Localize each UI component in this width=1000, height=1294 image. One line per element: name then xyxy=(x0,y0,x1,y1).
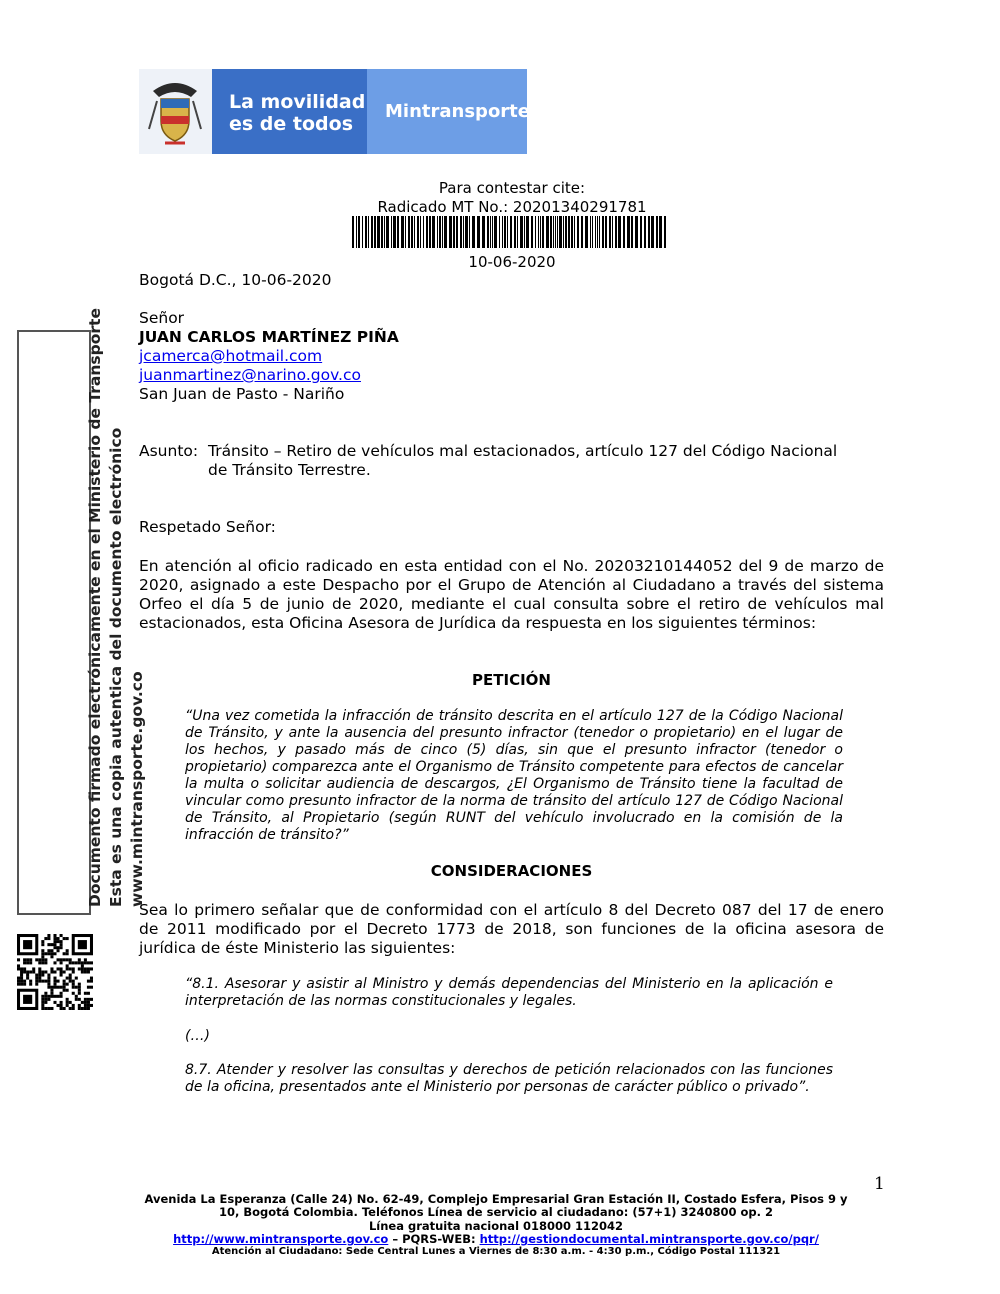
intro-paragraph: En atención al oficio radicado en esta entidad con el No. 20203210144052 del 9 de marzo de 2020, asignado a este Despacho por el Grupo de Atención al Ciudadano a través del sistema Orfeo el día 5 de junio de 2020, mediante el cual consulta sobre el retiro de vehículos mal estacionados, esta Oficina Asesora de Jurídica da respuesta en los siguientes términos: xyxy=(139,557,884,632)
barcode-icon xyxy=(352,216,668,248)
stamp-line1: Documento firmado electrónicamente en el Ministerio de Transporte xyxy=(86,308,104,907)
subject-line1: Tránsito – Retiro de vehículos mal estacionados, artículo 127 del Código Nacional xyxy=(208,442,838,460)
logo-slogan-line2: es de todos xyxy=(229,113,354,135)
stamp-line2: Esta es una copia autentica del documento electrónico xyxy=(107,427,125,907)
cite-line1: Para contestar cite: xyxy=(438,179,586,197)
petition-quote: “Una vez cometida la infracción de tránsito descrita en el artículo 127 de la Código Nacional de Tránsito, y ante la ausencia del presunto infractor (tenedor o propietario) en el lugar de los hechos, y pasado más de cinco (5) días, sin que el presunto infractor (tenedor o propietario) comparezca ante el Organismo de Tránsito competente para efectos de cancelar la multa o solicitar audiencia de descargos, ¿El Organismo de Tránsito tiene la facultad de vincular como presunto infractor de la norma de tránsito del artículo 127 de Código Nacional de Tránsito, al Propietario (según RUNT del vehículo involucrado en la comisión de la infracción de tránsito?” xyxy=(185,708,843,843)
place-date: Bogotá D.C., 10-06-2020 xyxy=(139,271,332,289)
recipient-city: San Juan de Pasto - Nariño xyxy=(139,385,345,403)
header-logo xyxy=(139,69,530,154)
logo-brand-panel xyxy=(367,69,530,154)
petition-heading: PETICIÓN xyxy=(472,671,551,689)
logo-slogan-panel xyxy=(212,69,367,154)
footer-separator: – PQRS-WEB: xyxy=(388,1232,480,1246)
quote-8-7: 8.7. Atender y resolver las consultas y derechos de petición relacionados con las funciones de la oficina, presentados ante el Ministerio por personas de carácter público o privado”. xyxy=(185,1062,833,1095)
subject-line2: de Tránsito Terrestre. xyxy=(208,461,371,479)
email-link-1[interactable]: jcamerca@hotmail.com xyxy=(139,347,323,365)
quote-8-1: “8.1. Asesorar y asistir al Ministro y demás dependencias del Ministerio en la aplicación e interpretación de las normas constitucionales y legales. xyxy=(185,976,833,1009)
footer-toll-free: Línea gratuita nacional 018000 112042 xyxy=(368,1219,624,1233)
considerations-paragraph: Sea lo primero señalar que de conformidad con el artículo 8 del Decreto 087 del 17 de enero de 2011 modificado por el Decreto 1773 de 2018, son funciones de la oficina asesora de jurídica de éste Ministerio las siguientes: xyxy=(139,901,884,957)
footer-address-1: Avenida La Esperanza (Calle 24) No. 62-49, Complejo Empresarial Gran Estación II, Costado Esfera, Pisos 9 y xyxy=(144,1192,848,1206)
greeting: Respetado Señor: xyxy=(139,518,276,536)
email-link-2[interactable]: juanmartinez@narino.gov.co xyxy=(139,366,361,384)
electronic-signature-stamp xyxy=(17,308,146,915)
footer-pqrs-link[interactable]: http://gestiondocumental.mintransporte.gov.co/pqr/ xyxy=(479,1232,819,1246)
qr-code-icon xyxy=(17,934,93,1010)
considerations-heading: CONSIDERACIONES xyxy=(430,862,593,880)
salutation-title: Señor xyxy=(139,309,185,327)
logo-brand: Mintransporte xyxy=(385,101,530,122)
subject-label: Asunto: xyxy=(139,442,199,460)
cite-date: 10-06-2020 xyxy=(468,253,556,271)
coat-of-arms-icon xyxy=(139,69,212,154)
cite-radicado: Radicado MT No.: 20201340291781 xyxy=(377,198,647,216)
page-number: 1 xyxy=(874,1174,885,1194)
footer-hours: Atención al Ciudadano: Sede Central Lunes a Viernes de 8:30 a.m. - 4:30 p.m., Código Postal 111321 xyxy=(211,1246,781,1257)
recipient-name: JUAN CARLOS MARTÍNEZ PIÑA xyxy=(139,328,399,346)
stamp-line3: www.mintransporte.gov.co xyxy=(128,671,146,907)
quote-ellipsis: (…) xyxy=(185,1028,210,1044)
footer-website-link[interactable]: http://www.mintransporte.gov.co xyxy=(173,1232,389,1246)
logo-slogan-line1: La movilidad xyxy=(229,91,366,113)
footer-address-2: 10, Bogotá Colombia. Teléfonos Línea de servicio al ciudadano: (57+1) 3240800 op. 2 xyxy=(218,1205,774,1219)
